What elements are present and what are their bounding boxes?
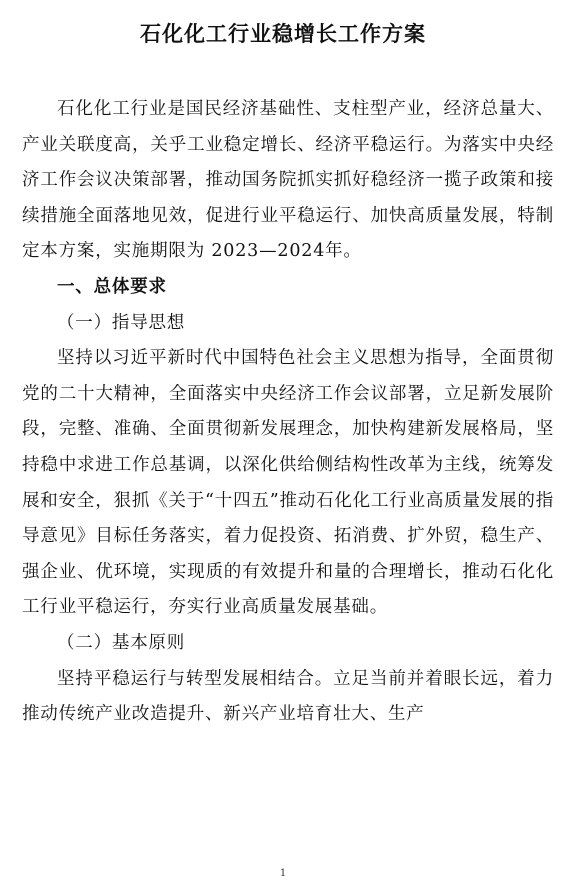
document-title: 石化化工行业稳增长工作方案 [140, 21, 426, 46]
subsection-heading-basic-principles: （二）基本原则 [57, 632, 186, 653]
guiding-ideology-paragraph: 坚持以习近平新时代中国特色社会主义思想为指导，全面贯彻党的二十大精神，全面落实中央经济工作会议部署，立足新发展阶段，完整、准确、全面贯彻新发展理念，加快构建新发展格局，坚持稳中求进工作总基调，以深化供给侧结构性改革为主线，统筹发展和安全，狠抓《关于“十四五”推动石化化工行业高质量发展的指导意见》目标任务落实，着力促投资、拓消费、扩外贸，稳生产、强企业、优环境，实现质的有效提升和量的合理增长，推动石化化工行业平稳运行，夯实行业高质量发展基础。 [22, 348, 554, 618]
document-body [22, 92, 554, 733]
page-number: 1 [279, 868, 287, 879]
basic-principles-paragraph: 坚持平稳运行与转型发展相结合。立足当前并着眼长远，着力推动传统产业改造提升、新兴产业培育壮大、生产 [22, 668, 554, 725]
intro-paragraph: 石化化工行业是国民经济基础性、支柱型产业，经济总量大、产业关联度高，关乎工业稳定增长、经济平稳运行。为落实中央经济工作会议决策部署，推动国务院抓实抓好稳经济一揽子政策和接续措施全面落地见效，促进行业平稳运行、加快高质量发展，特制定本方案，实施期限为 2023—2024年。 [22, 99, 554, 262]
subsection-heading-guiding-ideology: （一）指导思想 [57, 312, 186, 333]
section-heading-general-requirements: 一、总体要求 [57, 276, 167, 297]
